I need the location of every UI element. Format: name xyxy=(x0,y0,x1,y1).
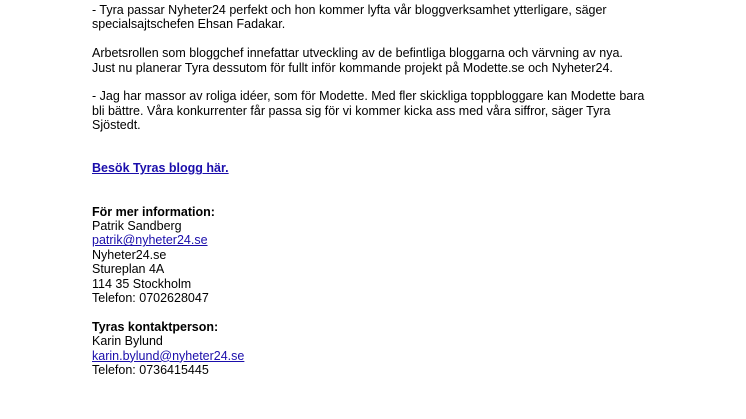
paragraph-line: - Tyra passar Nyheter24 perfekt och hon kommer lyfta vår bloggverksamhet ytterligare, säger xyxy=(92,3,607,17)
contact-person-name: Karin Bylund xyxy=(92,334,163,349)
spacer xyxy=(92,133,712,162)
paragraph-line: specialsajtschefen Ehsan Fadakar. xyxy=(92,17,286,32)
quote-paragraph-1 xyxy=(92,3,712,32)
paragraph-line: - Jag har massor av roliga idéer, som för Modette. Med fler skickliga toppbloggare kan Modette bara xyxy=(92,89,645,104)
postal-address: 114 35 Stockholm xyxy=(92,276,192,291)
contact-name: Patrik Sandberg xyxy=(92,219,182,234)
contact-person-email-link[interactable]: karin.bylund@nyheter24.se xyxy=(92,348,245,363)
blog-link-block xyxy=(92,161,712,175)
contact-info-heading: För mer information: xyxy=(92,204,215,219)
spacer xyxy=(92,176,712,205)
company-name: Nyheter24.se xyxy=(92,247,167,262)
paragraph-line: bli bättre. Våra konkurrenter får passa sig för vi kommer kicka ass med våra siffror, säger Tyra xyxy=(92,103,611,118)
contact-email-link[interactable]: patrik@nyheter24.se xyxy=(92,233,208,248)
paragraph-line: Sjöstedt. xyxy=(92,118,141,133)
spacer xyxy=(92,32,712,46)
press-release-body xyxy=(92,3,712,377)
paragraph-line: Just nu planerar Tyra dessutom för fullt inför kommande projekt på Modette.se och Nyheter24. xyxy=(92,60,613,75)
quote-paragraph-2 xyxy=(92,89,712,132)
contact-phone: Telefon: 0702628047 xyxy=(92,291,209,306)
spacer xyxy=(92,305,712,319)
street-address: Stureplan 4A xyxy=(92,262,165,277)
paragraph-line: Arbetsrollen som bloggchef innefattar utveckling av de befintliga bloggarna och värvning av nya. xyxy=(92,46,623,61)
blog-link[interactable]: Besök Tyras blogg här. xyxy=(92,161,229,176)
spacer xyxy=(92,75,712,89)
contact-person-block xyxy=(92,320,712,378)
contact-person-heading: Tyras kontaktperson: xyxy=(92,319,219,334)
contact-person-phone: Telefon: 0736415445 xyxy=(92,363,209,378)
contact-info-block xyxy=(92,205,712,306)
role-paragraph xyxy=(92,46,712,75)
